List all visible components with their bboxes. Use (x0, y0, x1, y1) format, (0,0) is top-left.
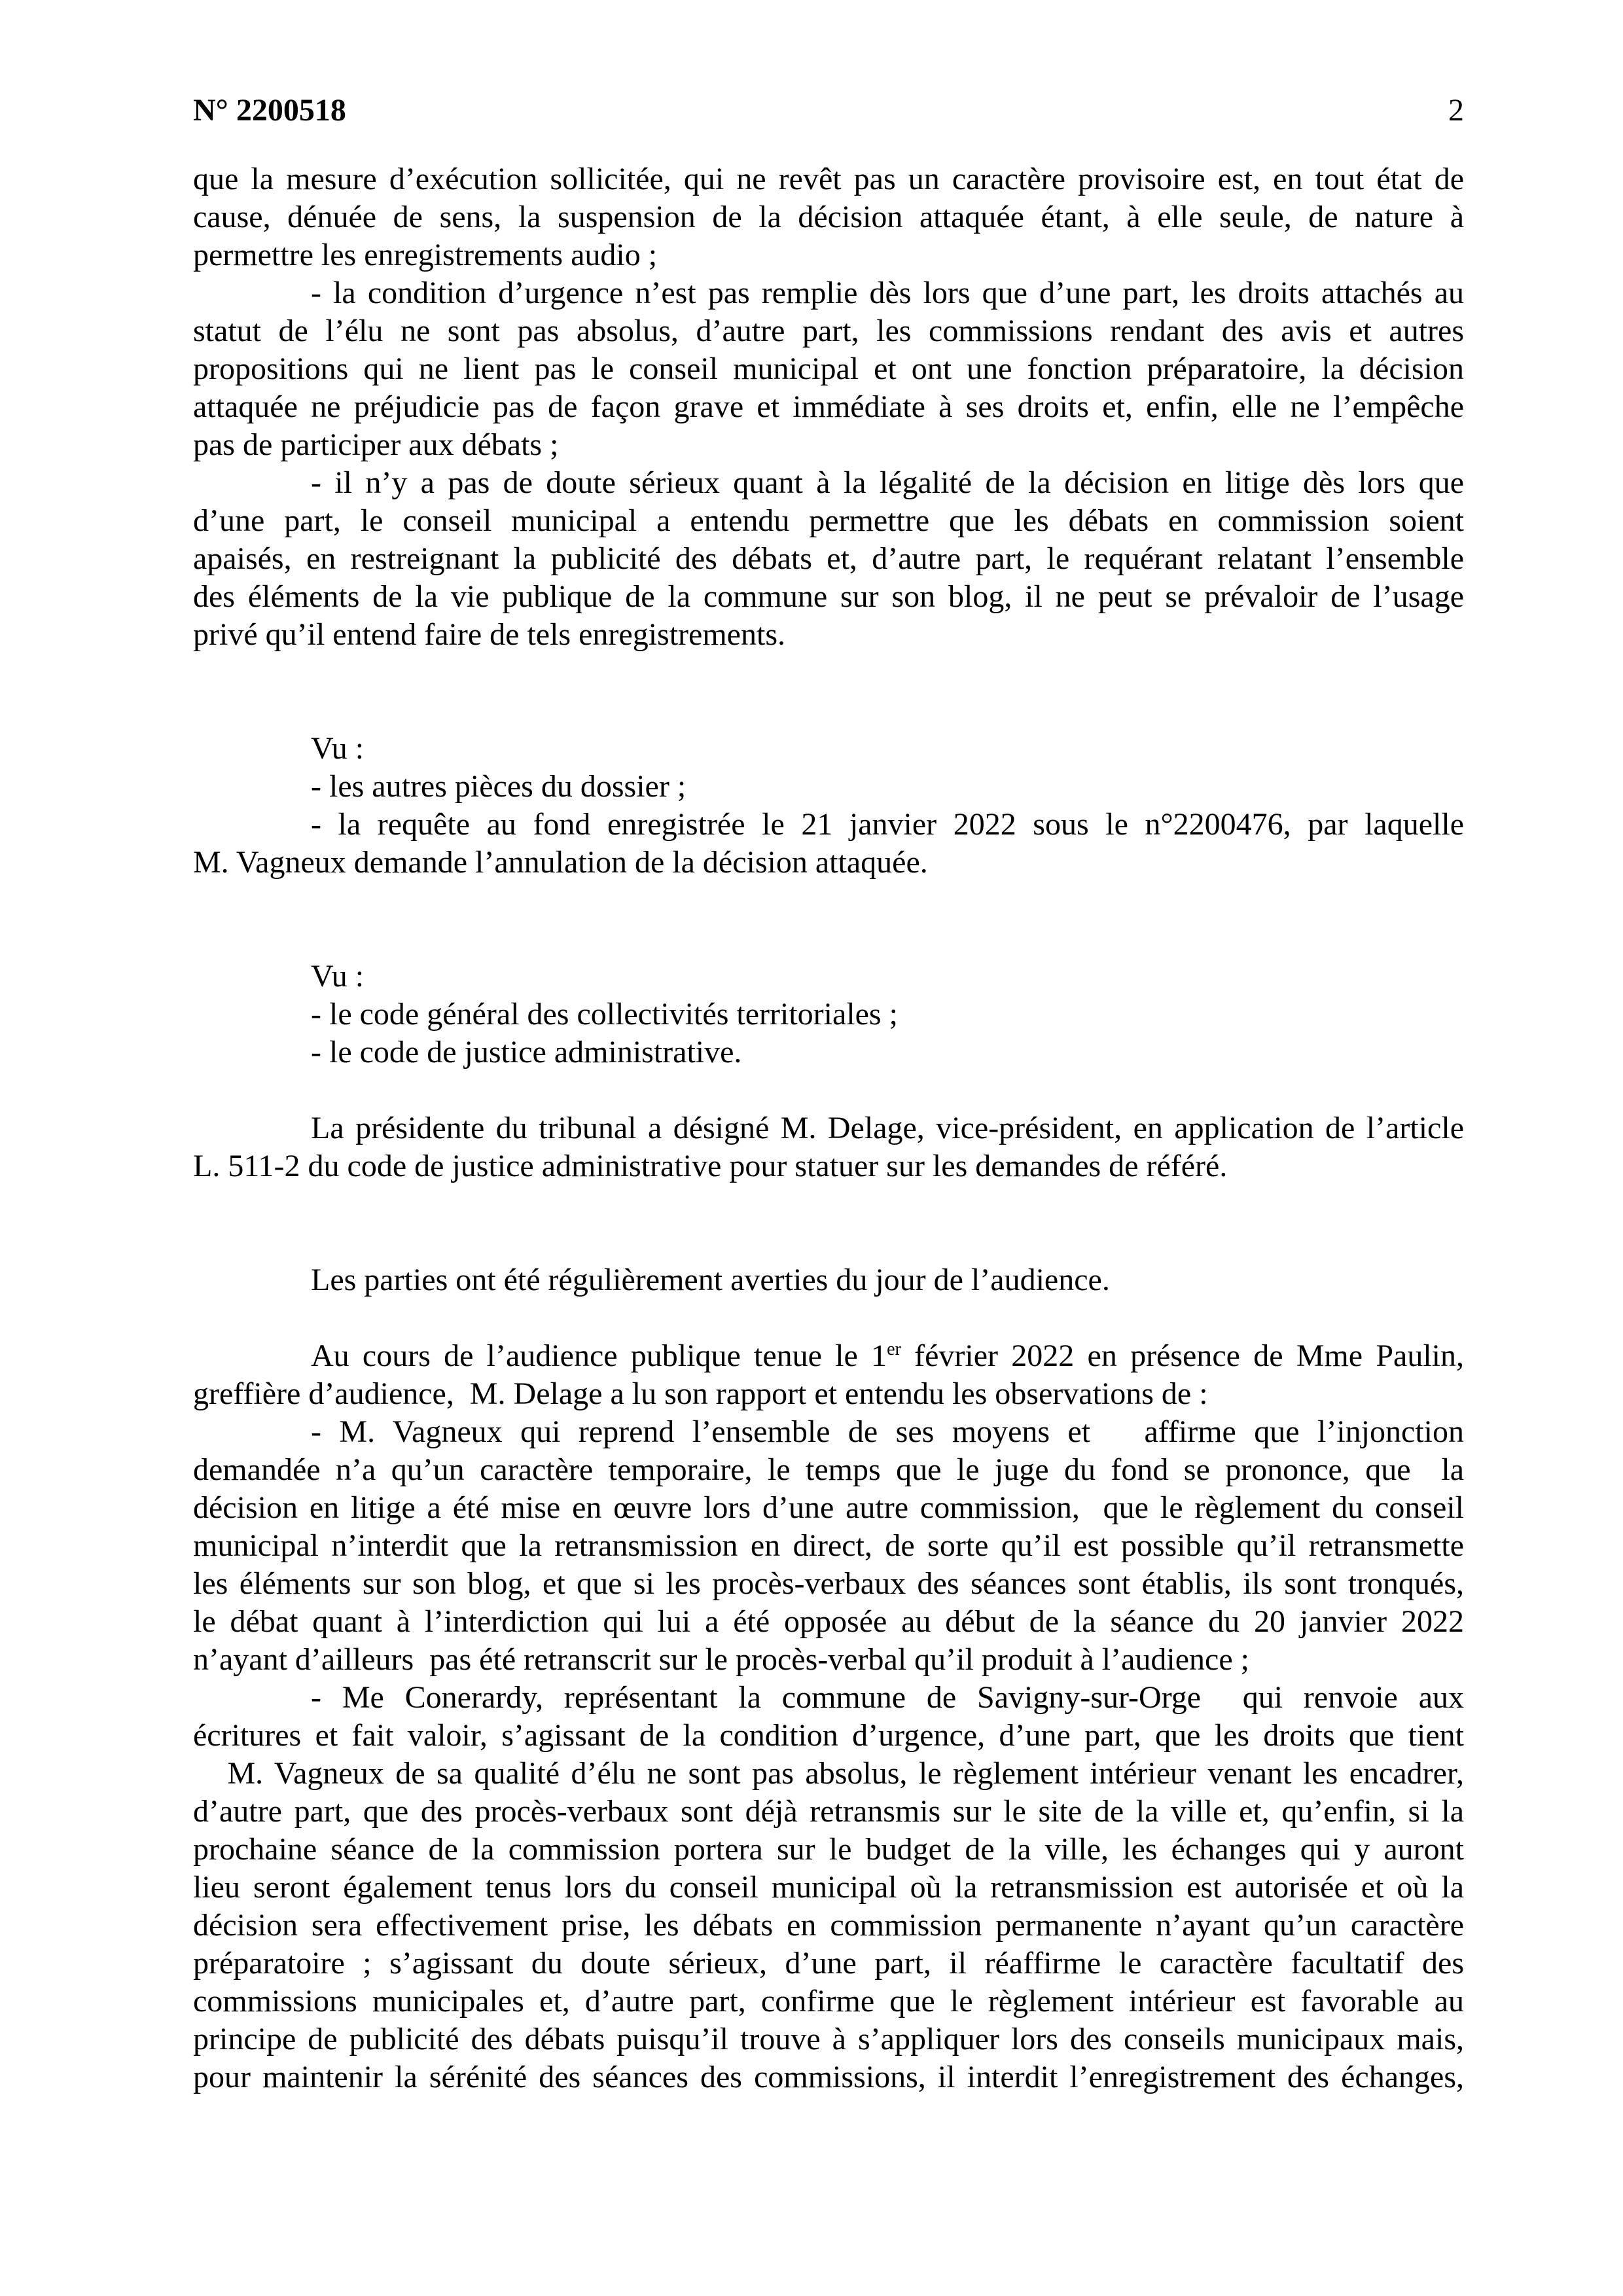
text-line (193, 1337, 1464, 1375)
paragraph-gap (193, 1299, 1464, 1337)
text-line: - la condition d’urgence n’est pas remplie dès lors que d’une part, les droits attachés au (311, 276, 1464, 310)
text-line: les éléments sur son blog, et que si les procès-verbaux des séances sont établis, ils sont tronqués, (193, 1566, 1464, 1601)
text-line: - le code général des collectivités territoriales ; (311, 997, 898, 1031)
text-line: - la requête au fond enregistrée le 21 janvier 2022 sous le n°2200476, par laquelle (311, 807, 1464, 842)
text-line: - M. Vagneux qui reprend l’ensemble de ses moyens et affirme que l’injonction (311, 1414, 1464, 1449)
text-line: propositions qui ne lient pas le conseil municipal et ont une fonction préparatoire, la décision (193, 351, 1464, 386)
paragraph (193, 1413, 1464, 1679)
text-segment: février 2022 en présence de Mme Paulin, (901, 1338, 1464, 1373)
text-line: d’autre part, que des procès-verbaux sont déjà retransmis sur le site de la ville et, qu’enfin, si la (193, 1794, 1464, 1829)
paragraph (193, 1033, 1464, 1071)
paragraph (193, 1337, 1464, 1413)
text-line: commissions municipales et, d’autre part, confirme que le règlement intérieur est favorable au (193, 1984, 1464, 2018)
paragraph (193, 806, 1464, 882)
paragraph (193, 1109, 1464, 1185)
ordinal-superscript: er (887, 1339, 901, 1359)
text-line: principe de publicité des débats puisqu’il trouve à s’appliquer lors des conseils municipaux mais, (193, 2022, 1464, 2056)
text-line: La présidente du tribunal a désigné M. Delage, vice-président, en application de l’article (311, 1111, 1464, 1145)
paragraph-gap (193, 1071, 1464, 1109)
text-line: M. Vagneux demande l’annulation de la décision attaquée. (193, 845, 928, 880)
text-line: le débat quant à l’interdiction qui lui a été opposée au début de la séance du 20 janvier 2022 (193, 1604, 1464, 1639)
paragraph-gap (193, 882, 1464, 958)
paragraph (193, 768, 1464, 806)
text-line: décision en litige a été mise en œuvre lors d’une autre commission, que le règlement du conseil (193, 1490, 1464, 1525)
text-line: demandée n’a qu’un caractère temporaire, le temps que le juge du fond se prononce, que la (193, 1452, 1464, 1487)
text-line: écritures et fait valoir, s’agissant de la condition d’urgence, d’une part, que les droits que tient (193, 1718, 1464, 1753)
text-line: cause, dénuée de sens, la suspension de la décision attaquée étant, à elle seule, de nature à (193, 200, 1464, 234)
text-line: - il n’y a pas de doute sérieux quant à la légalité de la décision en litige dès lors que (311, 465, 1464, 500)
text-line: Les parties ont été régulièrement averties du jour de l’audience. (311, 1263, 1110, 1297)
paragraph (193, 1679, 1464, 2096)
text-line: - les autres pièces du dossier ; (311, 769, 687, 804)
document-body (193, 160, 1464, 2096)
text-line: des éléments de la vie publique de la commune sur son blog, il ne peut se prévaloir de l’usage (193, 579, 1464, 614)
page-header (193, 92, 1464, 130)
paragraph (193, 730, 1464, 768)
paragraph-gap (193, 1185, 1464, 1261)
paragraph (193, 1261, 1464, 1299)
text-line: n’ayant d’ailleurs pas été retranscrit sur le procès-verbal qu’il produit à l’audience ; (193, 1642, 1249, 1677)
text-line: préparatoire ; s’agissant du doute sérieux, d’une part, il réaffirme le caractère facultatif des (193, 1946, 1464, 1981)
text-line: que la mesure d’exécution sollicitée, qui ne revêt pas un caractère provisoire est, en tout état de (193, 162, 1464, 196)
text-line: attaquée ne préjudicie pas de façon grave et immédiate à ses droits et, enfin, elle ne l’empêche (193, 389, 1464, 424)
text-line: prochaine séance de la commission portera sur le budget de la ville, les échanges qui y auront (193, 1832, 1464, 1867)
text-line: - Me Conerardy, représentant la commune de Savigny-sur-Orge qui renvoie aux (311, 1680, 1464, 1715)
text-line: greffière d’audience, M. Delage a lu son rapport et entendu les observations de : (193, 1376, 1208, 1411)
page-number: 2 (1448, 93, 1464, 128)
text-line: pour maintenir la sérénité des séances des commissions, il interdit l’enregistrement des échanges, (193, 2060, 1464, 2094)
paragraph (193, 160, 1464, 274)
text-line: décision sera effectivement prise, les débats en commission permanente n’ayant qu’un caractère (193, 1908, 1464, 1943)
text-line: pas de participer aux débats ; (193, 427, 559, 462)
paragraph (193, 274, 1464, 464)
text-line: statut de l’élu ne sont pas absolus, d’autre part, les commissions rendant des avis et autres (193, 314, 1464, 348)
doc-number: N° 2200518 (193, 93, 346, 128)
text-line: lieu seront également tenus lors du conseil municipal où la retransmission est autorisée et où la (193, 1870, 1464, 1905)
text-line: Vu : (311, 959, 365, 994)
text-line: Vu : (311, 731, 365, 766)
paragraph (193, 958, 1464, 996)
text-line: - le code de justice administrative. (311, 1035, 742, 1069)
paragraph-gap (193, 654, 1464, 730)
text-line: d’une part, le conseil municipal a entendu permettre que les débats en commission soient (193, 503, 1464, 538)
text-line: M. Vagneux de sa qualité d’élu ne sont pas absolus, le règlement intérieur venant les encadrer, (193, 1756, 1464, 1791)
paragraph (193, 464, 1464, 654)
text-segment: Au cours de l’audience publique tenue le 1 (311, 1338, 887, 1373)
text-line: permettre les enregistrements audio ; (193, 238, 658, 272)
text-line: apaisés, en restreignant la publicité des débats et, d’autre part, le requérant relatant l’ensemble (193, 541, 1464, 576)
text-line: L. 511-2 du code de justice administrative pour statuer sur les demandes de référé. (193, 1149, 1228, 1183)
text-line: privé qu’il entend faire de tels enregistrements. (193, 617, 785, 652)
text-line: municipal n’interdit que la retransmission en direct, de sorte qu’il est possible qu’il retransmette (193, 1528, 1464, 1563)
paragraph (193, 996, 1464, 1033)
